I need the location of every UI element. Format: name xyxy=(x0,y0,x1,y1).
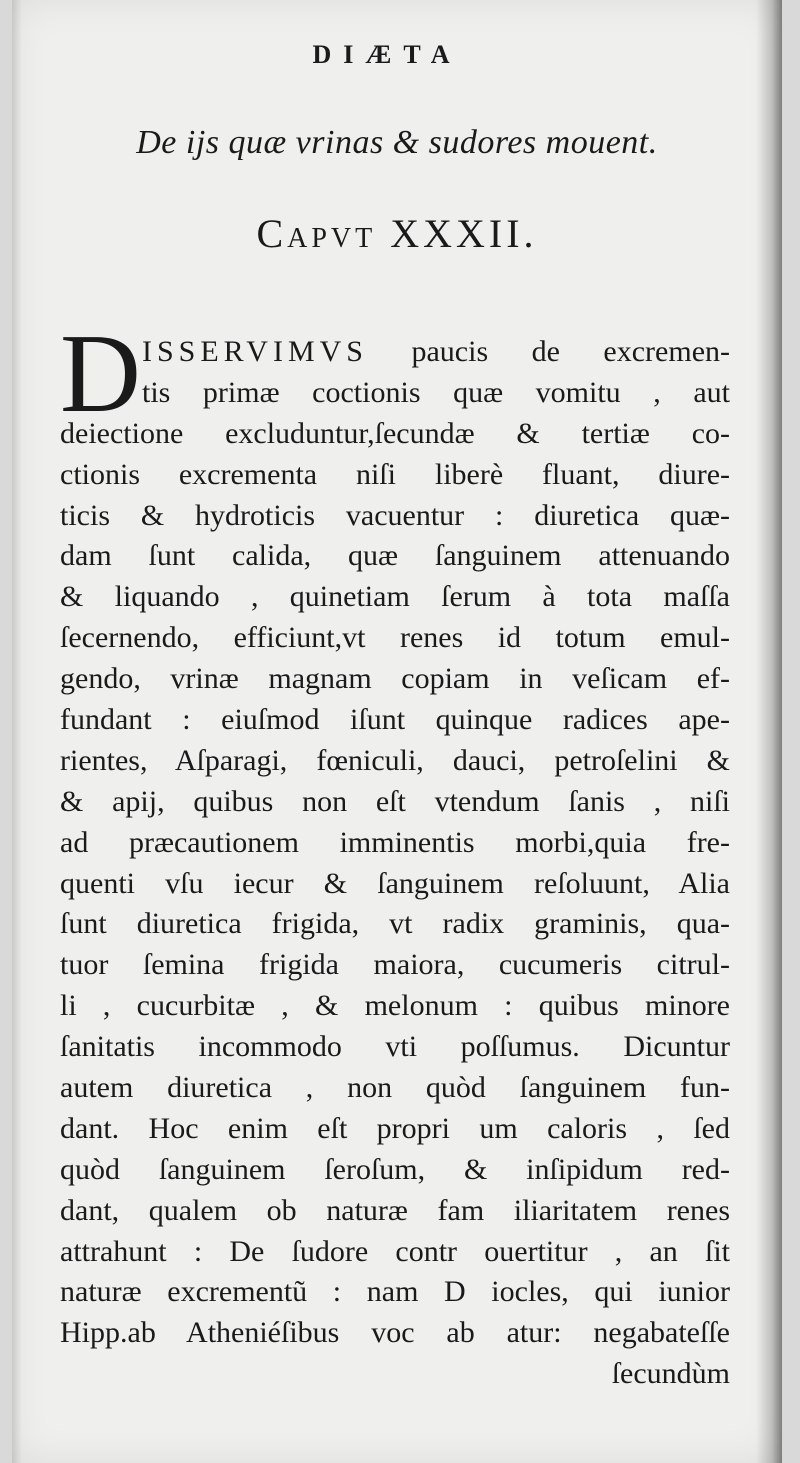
text-line: attrahunt : De ſudore contr ouertitur , an ſit xyxy=(60,1234,730,1268)
text-line: naturæ excrementũ : nam D iocles, qui iunior xyxy=(60,1275,730,1309)
text-line: ctionis excrementa niſi liberè fluant, diure- xyxy=(60,457,730,491)
text-line: quòd ſanguinem ſeroſum, & inſipidum red- xyxy=(60,1152,730,1186)
text-line: ticis & hydroticis vacuentur : diuretica quæ- xyxy=(60,498,730,532)
text-line: autem diuretica , non quòd ſanguinem fun- xyxy=(60,1071,730,1105)
text-line: & liquando , quinetiam ſerum à tota maſſa xyxy=(60,580,730,614)
text-line: ſecernendo, efficiunt,vt renes id totum emul- xyxy=(60,621,730,655)
text-line: li , cucurbitæ , & melonum : quibus minore xyxy=(60,989,730,1023)
first-line-rest: paucis de excremen- xyxy=(411,335,730,368)
text-line: ſanitatis incommodo vti poſſumus. Dicuntur xyxy=(60,1030,730,1064)
text-line: Hipp.ab Atheniéſibus voc ab atur: negabateſſe xyxy=(60,1316,730,1350)
text-line xyxy=(60,332,730,373)
section-subtitle: De ijs quæ vrinas & sudores mouent. xyxy=(136,124,658,161)
text-line: tis primæ coctionis quæ vomitu , aut xyxy=(142,375,730,409)
text-line: dant, qualem ob naturæ fam iliaritatem renes xyxy=(60,1193,730,1227)
catchword: ſecundùm xyxy=(611,1357,730,1391)
text-line: fundant : eiuſmod iſunt quinque radices ape- xyxy=(60,703,730,737)
text-line: dam ſunt calida, quæ ſanguinem attenuando xyxy=(60,539,730,573)
text-line: ad præcautionem imminentis morbi,quia fre- xyxy=(60,825,730,859)
running-head: DIÆTA xyxy=(312,40,462,69)
text-line: tuor ſemina frigida maiora, cucumeris citrul- xyxy=(60,948,730,982)
text-line: dant. Hoc enim eſt propri um caloris , ſed xyxy=(60,1111,730,1145)
text-line: quenti vſu iecur & ſanguinem reſoluunt, Alia xyxy=(60,866,730,900)
text-line: ſunt diuretica frigida, vt radix graminis, qua- xyxy=(60,907,730,941)
body-text xyxy=(60,312,730,1395)
text-line: rientes, Aſparagi, fœniculi, dauci, petroſelini & xyxy=(60,743,730,777)
book-page xyxy=(12,0,782,1463)
chapter-title-text: Capvt XXXII. xyxy=(256,211,538,256)
chapter-title xyxy=(12,210,782,257)
text-line: deiectione excluduntur,ſecundæ & tertiæ co- xyxy=(60,416,730,450)
lead-word: ISSERVIMVS xyxy=(142,335,368,368)
text-line: & apij, quibus non eſt vtendum ſanis , niſi xyxy=(60,784,730,818)
drop-cap: D xyxy=(60,312,141,436)
text-line: gendo, vrinæ magnam copiam in veſicam ef- xyxy=(60,662,730,696)
